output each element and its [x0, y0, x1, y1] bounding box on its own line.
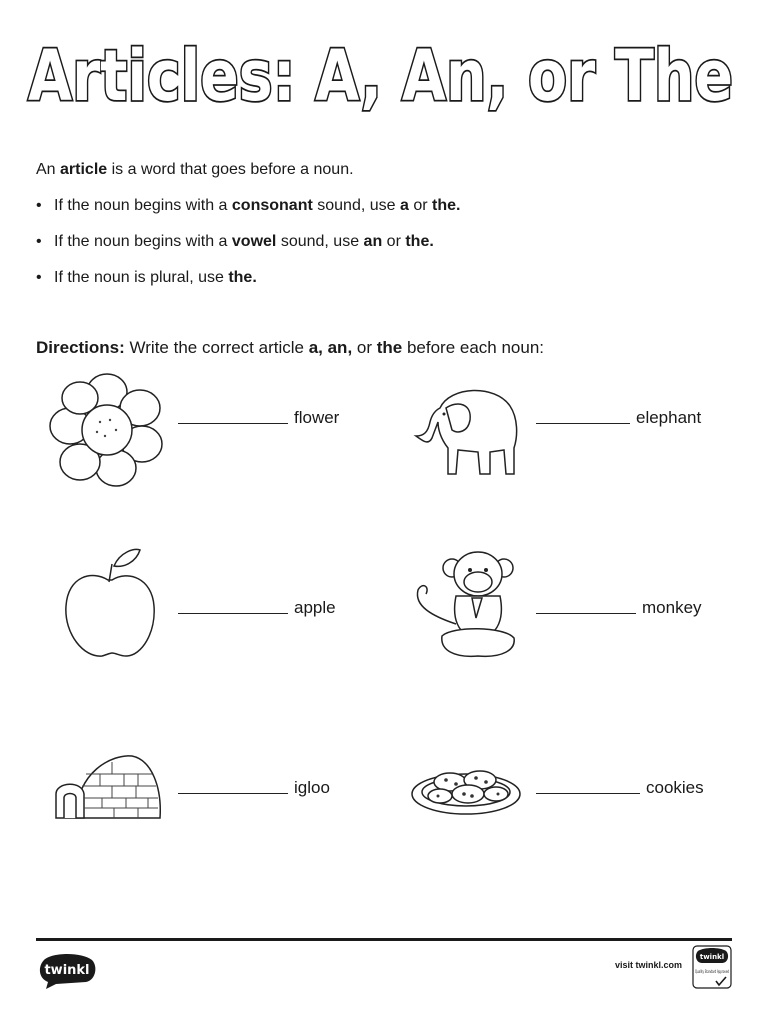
igloo-icon [52, 752, 164, 822]
answer-row-monkey [536, 598, 702, 618]
answer-blank-apple[interactable] [178, 612, 288, 614]
apple-icon [62, 546, 158, 660]
intro-bold: article [60, 161, 108, 178]
badge-title: twinkl [699, 953, 725, 961]
page-title [20, 28, 750, 118]
noun-flower: flower [294, 408, 340, 427]
answer-blank-elephant[interactable] [536, 422, 630, 424]
noun-igloo: igloo [294, 778, 330, 797]
noun-apple: apple [294, 598, 336, 617]
answer-row-cookies [536, 778, 704, 798]
twinkl-logo-text: twinkl [44, 963, 90, 978]
noun-monkey: monkey [642, 598, 702, 617]
answer-row-apple [178, 598, 336, 618]
visit-link[interactable]: visit twinkl.com [615, 960, 683, 970]
answer-blank-igloo[interactable] [178, 792, 288, 794]
intro-text: An article is a word that goes before a noun. [36, 161, 354, 178]
flower-icon [50, 370, 165, 488]
quality-badge [692, 945, 732, 989]
cookies-icon [410, 758, 522, 818]
answer-blank-monkey[interactable] [536, 612, 636, 614]
footer-divider [36, 938, 732, 941]
answer-row-flower [178, 408, 339, 428]
answer-blank-cookies[interactable] [536, 792, 640, 794]
directions: Directions: Write the correct article a, an, or the before each noun: [36, 338, 545, 357]
rule-plural: • If the noun is plural, use the. [36, 269, 257, 286]
monkey-icon [412, 546, 518, 664]
noun-cookies: cookies [646, 778, 704, 797]
rule-consonant: • If the noun begins with a consonant sound, use a or the. [36, 197, 461, 214]
page-title-text: Articles: A, An, or The [28, 35, 733, 117]
noun-elephant: elephant [636, 408, 702, 427]
answer-row-elephant [536, 408, 701, 428]
twinkl-logo [36, 950, 98, 990]
answer-blank-flower[interactable] [178, 422, 288, 424]
rule-vowel: • If the noun begins with a vowel sound, use an or the. [36, 233, 434, 250]
answer-row-igloo [178, 778, 330, 798]
badge-text: Quality Standard Approved [695, 969, 730, 974]
elephant-icon [410, 378, 522, 478]
